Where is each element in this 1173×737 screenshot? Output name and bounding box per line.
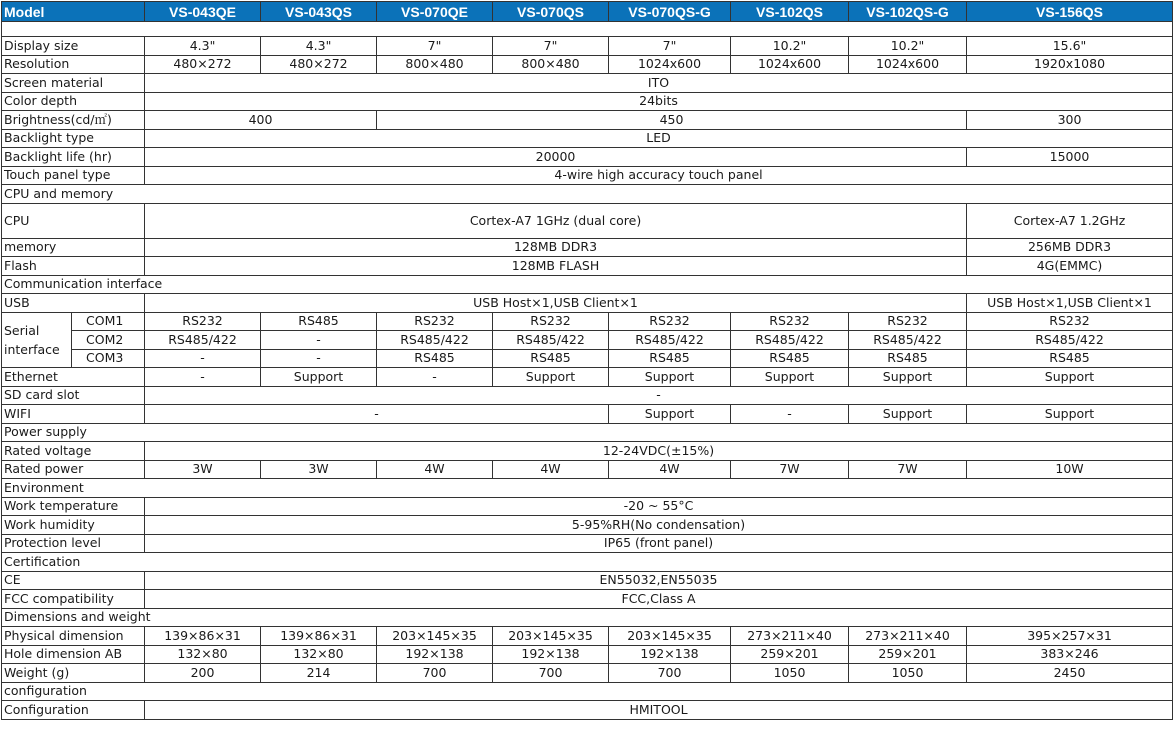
- row-label: Flash: [2, 257, 145, 276]
- row-color-depth: [2, 92, 1173, 111]
- section-certification: [2, 553, 1173, 572]
- cell: 259×201: [849, 645, 967, 664]
- header-model-7: VS-102QS-G: [849, 2, 967, 22]
- row-label: USB: [2, 294, 145, 313]
- section-configuration: [2, 682, 1173, 701]
- cell: 5-95%RH(No condensation): [145, 516, 1173, 535]
- row-com1: [2, 312, 1173, 331]
- section-power: [2, 423, 1173, 442]
- section-title: Environment: [2, 479, 1173, 498]
- section-title: CPU and memory: [2, 185, 1173, 204]
- cell: RS485/422: [967, 331, 1173, 350]
- cell: 7": [609, 37, 731, 56]
- row-weight: [2, 664, 1173, 683]
- cell: 700: [493, 664, 609, 683]
- cell: LED: [145, 129, 1173, 148]
- cell: 700: [377, 664, 493, 683]
- row-memory: [2, 238, 1173, 257]
- cell: 1920x1080: [967, 55, 1173, 74]
- cell: 400: [145, 111, 377, 130]
- cell: 7": [493, 37, 609, 56]
- cell: -: [145, 405, 609, 424]
- row-cpu: [2, 203, 1173, 238]
- cell: RS485/422: [849, 331, 967, 350]
- section-communication: [2, 275, 1173, 294]
- cell: 192×138: [377, 645, 493, 664]
- spacer-row: [2, 22, 1173, 37]
- cell: 200: [145, 664, 261, 683]
- header-model-1: VS-043QE: [145, 2, 261, 22]
- row-rated-voltage: [2, 442, 1173, 461]
- cell: RS232: [145, 312, 261, 331]
- row-label: Hole dimension AB: [2, 645, 145, 664]
- cell: 4W: [493, 460, 609, 479]
- cell: RS485: [849, 349, 967, 368]
- row-work-temperature: [2, 497, 1173, 516]
- spec-table: [1, 1, 1173, 720]
- cell: 15000: [967, 148, 1173, 167]
- row-label: CPU: [2, 203, 145, 238]
- row-label: FCC compatibility: [2, 590, 145, 609]
- row-label: Backlight life (hr): [2, 148, 145, 167]
- row-label: Physical dimension: [2, 627, 145, 646]
- header-model-4: VS-070QS: [493, 2, 609, 22]
- row-label: COM1: [72, 312, 145, 331]
- row-label: Resolution: [2, 55, 145, 74]
- row-label: memory: [2, 238, 145, 257]
- cell: 800×480: [493, 55, 609, 74]
- row-label: WIFI: [2, 405, 145, 424]
- cell: 383×246: [967, 645, 1173, 664]
- row-label: Touch panel type: [2, 166, 145, 185]
- row-hole-dimension: [2, 645, 1173, 664]
- cell: RS485: [261, 312, 377, 331]
- row-wifi: [2, 405, 1173, 424]
- row-usb: [2, 294, 1173, 313]
- cell: 192×138: [609, 645, 731, 664]
- cell: RS485/422: [145, 331, 261, 350]
- cell: 132×80: [145, 645, 261, 664]
- cell: RS232: [377, 312, 493, 331]
- section-environment: [2, 479, 1173, 498]
- cell: 214: [261, 664, 377, 683]
- cell: Support: [609, 405, 731, 424]
- row-label: Rated power: [2, 460, 145, 479]
- cell: Cortex-A7 1.2GHz: [967, 203, 1173, 238]
- cell: 1024x600: [731, 55, 849, 74]
- section-title: configuration: [2, 682, 1173, 701]
- row-com3: [2, 349, 1173, 368]
- cell: 7W: [731, 460, 849, 479]
- row-label: Screen material: [2, 74, 145, 93]
- cell: 3W: [261, 460, 377, 479]
- cell: 128MB FLASH: [145, 257, 967, 276]
- cell: RS232: [609, 312, 731, 331]
- cell: RS485: [377, 349, 493, 368]
- cell: 2450: [967, 664, 1173, 683]
- cell: 256MB DDR3: [967, 238, 1173, 257]
- cell: RS485: [731, 349, 849, 368]
- spacer-cell: [2, 22, 1173, 37]
- cell: 139×86×31: [261, 627, 377, 646]
- cell: 139×86×31: [145, 627, 261, 646]
- cell: 1024x600: [849, 55, 967, 74]
- row-work-humidity: [2, 516, 1173, 535]
- cell: 480×272: [145, 55, 261, 74]
- cell: Support: [849, 368, 967, 387]
- row-label: Work temperature: [2, 497, 145, 516]
- cell: 395×257×31: [967, 627, 1173, 646]
- cell: 1024x600: [609, 55, 731, 74]
- section-dimensions: [2, 608, 1173, 627]
- cell: 4.3": [261, 37, 377, 56]
- cell: 10.2": [731, 37, 849, 56]
- row-touch-panel: [2, 166, 1173, 185]
- cell: RS485: [967, 349, 1173, 368]
- cell: 4.3": [145, 37, 261, 56]
- cell: -: [145, 368, 261, 387]
- section-title: Communication interface: [2, 275, 1173, 294]
- row-label: Work humidity: [2, 516, 145, 535]
- row-screen-material: [2, 74, 1173, 93]
- cell: 450: [377, 111, 967, 130]
- cell: USB Host×1,USB Client×1: [145, 294, 967, 313]
- row-flash: [2, 257, 1173, 276]
- row-ethernet: [2, 368, 1173, 387]
- cell: 7": [377, 37, 493, 56]
- row-label: Weight (g): [2, 664, 145, 683]
- row-label: COM2: [72, 331, 145, 350]
- header-model-3: VS-070QE: [377, 2, 493, 22]
- cell: 203×145×35: [377, 627, 493, 646]
- cell: 10W: [967, 460, 1173, 479]
- cell: Support: [967, 405, 1173, 424]
- cell: RS232: [967, 312, 1173, 331]
- cell: 203×145×35: [609, 627, 731, 646]
- row-configuration: [2, 701, 1173, 720]
- cell: 7W: [849, 460, 967, 479]
- header-row: [2, 2, 1173, 22]
- cell: Support: [261, 368, 377, 387]
- row-label: Ethernet: [2, 368, 145, 387]
- row-label: Display size: [2, 37, 145, 56]
- row-ce: [2, 571, 1173, 590]
- row-label: CE: [2, 571, 145, 590]
- row-label: Brightness(cd/㎡): [2, 111, 145, 130]
- cell: 480×272: [261, 55, 377, 74]
- row-label: COM3: [72, 349, 145, 368]
- row-label: Color depth: [2, 92, 145, 111]
- cell: Support: [731, 368, 849, 387]
- cell: 15.6": [967, 37, 1173, 56]
- cell: 20000: [145, 148, 967, 167]
- row-sd-card: [2, 386, 1173, 405]
- header-model-label: Model: [2, 2, 145, 22]
- cell: RS485/422: [493, 331, 609, 350]
- cell: Cortex-A7 1GHz (dual core): [145, 203, 967, 238]
- cell: 300: [967, 111, 1173, 130]
- cell: RS232: [493, 312, 609, 331]
- cell: 1050: [731, 664, 849, 683]
- cell: 10.2": [849, 37, 967, 56]
- cell: 24bits: [145, 92, 1173, 111]
- row-backlight-type: [2, 129, 1173, 148]
- cell: -: [377, 368, 493, 387]
- cell: RS485/422: [731, 331, 849, 350]
- row-fcc: [2, 590, 1173, 609]
- row-label: SD card slot: [2, 386, 145, 405]
- cell: 800×480: [377, 55, 493, 74]
- cell: IP65 (front panel): [145, 534, 1173, 553]
- cell: FCC,Class A: [145, 590, 1173, 609]
- row-brightness: [2, 111, 1173, 130]
- cell: 3W: [145, 460, 261, 479]
- cell: -: [145, 349, 261, 368]
- cell: ITO: [145, 74, 1173, 93]
- header-model-2: VS-043QS: [261, 2, 377, 22]
- cell: RS232: [731, 312, 849, 331]
- cell: -: [731, 405, 849, 424]
- cell: 4W: [377, 460, 493, 479]
- cell: USB Host×1,USB Client×1: [967, 294, 1173, 313]
- cell: 700: [609, 664, 731, 683]
- row-label: Rated voltage: [2, 442, 145, 461]
- cell: -: [261, 331, 377, 350]
- cell: 259×201: [731, 645, 849, 664]
- cell: -: [145, 386, 1173, 405]
- cell: RS485: [493, 349, 609, 368]
- row-label: Configuration: [2, 701, 145, 720]
- cell: Support: [849, 405, 967, 424]
- cell: 192×138: [493, 645, 609, 664]
- serial-interface-label: Serial interface: [2, 312, 72, 368]
- cell: Support: [609, 368, 731, 387]
- row-label: Backlight type: [2, 129, 145, 148]
- cell: Support: [967, 368, 1173, 387]
- row-display-size: [2, 37, 1173, 56]
- header-model-8: VS-156QS: [967, 2, 1173, 22]
- cell: 1050: [849, 664, 967, 683]
- section-cpu-memory: [2, 185, 1173, 204]
- cell: RS485: [609, 349, 731, 368]
- cell: 132×80: [261, 645, 377, 664]
- cell: 128MB DDR3: [145, 238, 967, 257]
- cell: 4W: [609, 460, 731, 479]
- cell: 273×211×40: [849, 627, 967, 646]
- header-model-5: VS-070QS-G: [609, 2, 731, 22]
- cell: RS485/422: [377, 331, 493, 350]
- cell: HMITOOL: [145, 701, 1173, 720]
- row-protection-level: [2, 534, 1173, 553]
- section-title: Dimensions and weight: [2, 608, 1173, 627]
- cell: RS232: [849, 312, 967, 331]
- header-model-6: VS-102QS: [731, 2, 849, 22]
- row-label: Protection level: [2, 534, 145, 553]
- cell: Support: [493, 368, 609, 387]
- cell: EN55032,EN55035: [145, 571, 1173, 590]
- section-title: Power supply: [2, 423, 1173, 442]
- section-title: Certification: [2, 553, 1173, 572]
- cell: 4G(EMMC): [967, 257, 1173, 276]
- row-backlight-life: [2, 148, 1173, 167]
- cell: -20 ~ 55°C: [145, 497, 1173, 516]
- row-com2: [2, 331, 1173, 350]
- cell: 203×145×35: [493, 627, 609, 646]
- row-rated-power: [2, 460, 1173, 479]
- cell: 4-wire high accuracy touch panel: [145, 166, 1173, 185]
- cell: 12-24VDC(±15%): [145, 442, 1173, 461]
- cell: 273×211×40: [731, 627, 849, 646]
- row-resolution: [2, 55, 1173, 74]
- cell: RS485/422: [609, 331, 731, 350]
- row-physical-dimension: [2, 627, 1173, 646]
- cell: -: [261, 349, 377, 368]
